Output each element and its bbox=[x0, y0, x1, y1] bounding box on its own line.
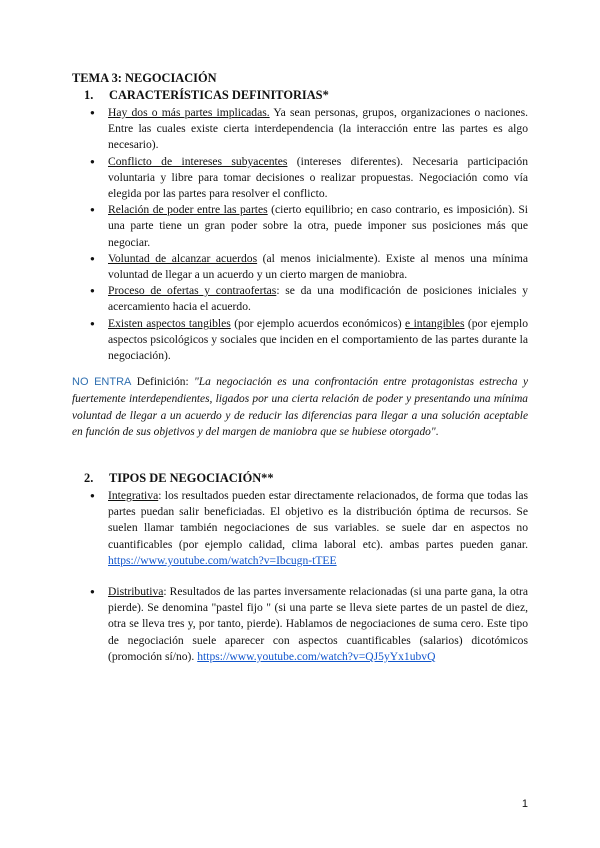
section-1-title: CARACTERÍSTICAS DEFINITORIAS* bbox=[109, 88, 329, 102]
types-list bbox=[90, 488, 528, 569]
list-item: ● Proceso de ofertas y contraofertas: se da una modificación de posiciones iniciales y acercamiento hacia el acuerdo. bbox=[90, 283, 528, 315]
list-item: ● Relación de poder entre las partes (cierto equilibrio; en caso contrario, es imposición). Si una parte tiene un gran poder sobre la otra, puede imponer sus posiciones más que negociar. bbox=[90, 202, 528, 251]
section-2-heading bbox=[84, 471, 274, 486]
definition-quote: "La negociación es una confrontación entre protagonistas estrecha y fuertemente interdependientes, ligados por una cierta relación de poder y presentando una mínima voluntad de llegar a un acuerdo y de reducir las diferencias para llegar a una solución aceptable en función de sus objetivos y del margen de maniobra que se hubiese otorgado" bbox=[72, 376, 529, 439]
list-item: ● Distributiva: Resultados de las partes inversamente relacionadas (si una parte gana, la otra pierde). Se denomina "pastel fijo " (si una parte se lleva siete partes de un pastel de diez, otra se lleva tres y, por tanto, pierde). Hablamos de negociaciones de suma cero. Este tipo de negociación suele aparecer con aspectos cuantificables (salarios) dicotómicos (promoción sí/no). https://www.youtube.com/watch?v=QJ5yYx1ubvQ bbox=[90, 584, 528, 665]
characteristics-list bbox=[90, 105, 528, 364]
definition-paragraph: NO ENTRA Definición: "La negociación es una confrontación entre protagonistas estrecha y fuertemente interdependientes, ligados por una cierta relación de poder y presentando una mínima voluntad de llegar a un acuerdo y de reducir las diferencias para llegar a una solución aceptable en función de sus objetivos y del margen de maniobra que se hubiese otorgado". bbox=[72, 376, 529, 439]
list-item: ● Existen aspectos tangibles (por ejemplo acuerdos económicos) e intangibles (por ejemplo aspectos psicológicos y sociales que inciden en el comportamiento de las partes durante la negociación). bbox=[90, 316, 528, 365]
page-number: 1 bbox=[521, 798, 528, 810]
section-1-heading bbox=[84, 88, 329, 103]
list-item: ● Voluntad de alcanzar acuerdos (al menos inicialmente). Existe al menos una mínima voluntad de llegar a un acuerdo y un cierto margen de maniobra. bbox=[90, 251, 528, 283]
video-link-integrativa[interactable]: https://www.youtube.com/watch?v=Ibcugn-tTEE bbox=[108, 553, 337, 567]
list-item: ● Conflicto de intereses subyacentes (intereses diferentes). Necesaria participación voluntaria y libre para tomar decisiones o realizar propuestas. Negociación como vía elegida por las partes para resolver el conflicto. bbox=[90, 154, 528, 203]
not-included-tag: NO ENTRA bbox=[72, 376, 132, 388]
section-2-title: TIPOS DE NEGOCIACIÓN** bbox=[109, 471, 274, 485]
video-link-distributiva[interactable]: https://www.youtube.com/watch?v=QJ5yYx1ubvQ bbox=[197, 649, 436, 663]
definition-label: Definición: bbox=[131, 376, 195, 388]
section-1-number: 1. bbox=[84, 88, 94, 102]
types-list-2 bbox=[90, 584, 528, 665]
page-title: TEMA 3: NEGOCIACIÓN bbox=[72, 71, 217, 85]
list-item: ● Integrativa: los resultados pueden estar directamente relacionados, de forma que todas las partes puedan salir beneficiadas. El objetivo es la distribución óptima de recursos. Se suelen llamar también negociaciones de sus variables. se suele dar en aspectos no cuantificables (por ejemplo calidad, clima laboral etc). ambas partes pueden ganar. https://www.youtube.com/watch?v=Ibcugn-tTEE bbox=[90, 488, 528, 569]
section-2-number: 2. bbox=[84, 471, 94, 485]
list-item: ● Hay dos o más partes implicadas. Ya sean personas, grupos, organizaciones o naciones. Entre las cuales existe cierta interdependencia (la interacción entre las partes es algo necesario). bbox=[90, 105, 528, 154]
